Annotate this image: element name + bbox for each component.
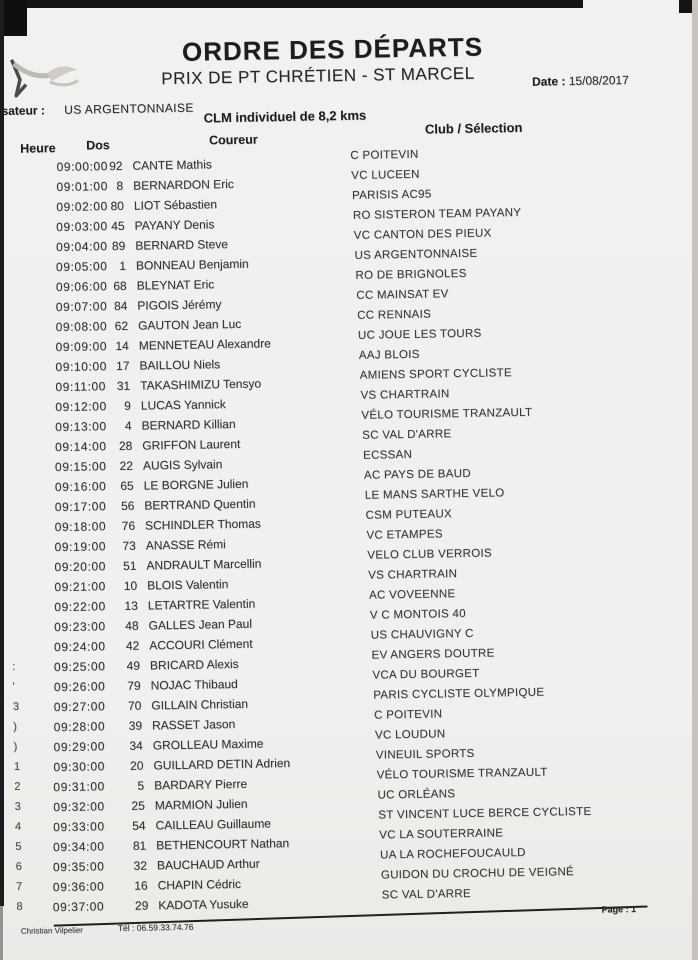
row-club: VS CHARTRAIN: [368, 568, 458, 582]
row-bib-number: 81: [132, 838, 147, 853]
row-rider-name: SCHINDLER Thomas: [144, 516, 261, 533]
row-start-time: 09:03:00: [56, 219, 108, 235]
row-margin-mark: 1: [13, 760, 21, 773]
row-start-time: 09:26:00: [53, 679, 106, 695]
row-club: VÉLO TOURISME TRANZAULT: [361, 406, 533, 422]
row-start-time: 09:19:00: [54, 539, 107, 555]
row-start-time: 09:06:00: [55, 279, 108, 295]
row-rider-name: LUCAS Yannick: [140, 397, 226, 413]
row-rider-name: LE BORGNE Julien: [143, 476, 249, 493]
row-start-time: 09:04:00: [55, 239, 108, 255]
row-bib-number: 65: [120, 478, 134, 493]
row-club: AMIENS SPORT CYCLISTE: [359, 367, 512, 382]
date-label: Date :: [531, 74, 566, 89]
row-start-time: 09:22:00: [54, 599, 106, 615]
row-start-time: 09:34:00: [52, 839, 105, 855]
date-value: 15/08/2017: [568, 73, 629, 89]
row-bib-number: 4: [124, 418, 132, 433]
row-club: EV ANGERS DOUTRE: [371, 647, 495, 662]
date-line: [532, 73, 629, 89]
row-bib-number: 9: [124, 398, 131, 413]
row-start-time: 09:30:00: [53, 759, 106, 775]
page-number: Page : 1: [601, 904, 637, 915]
row-club: ECSSAN: [362, 448, 413, 462]
row-bib-number: 73: [122, 538, 136, 553]
row-bib-number: 34: [129, 738, 143, 753]
row-margin-mark: 5: [15, 840, 22, 853]
row-bib-number: 76: [121, 518, 136, 533]
row-start-time: 09:27:00: [53, 699, 106, 715]
row-rider-name: PAYANY Denis: [134, 217, 215, 233]
row-bib-number: 1: [119, 258, 127, 273]
page-title: ORDRE DES DÉPARTS: [181, 31, 484, 67]
row-bib-number: 68: [113, 278, 127, 294]
row-margin-mark: 4: [14, 820, 22, 833]
row-rider-name: KADOTA Yusuke: [158, 896, 249, 913]
row-rider-name: BERNARD Killian: [141, 416, 236, 433]
row-start-time: 09:09:00: [55, 339, 108, 355]
row-bib-number: 84: [113, 298, 128, 314]
row-start-time: 09:18:00: [54, 519, 107, 535]
row-rider-name: MENNETEAU Alexandre: [138, 336, 271, 353]
row-rider-name: GAUTON Jean Luc: [137, 316, 242, 333]
row-start-time: 09:07:00: [55, 299, 108, 315]
row-rider-name: PIGOIS Jérémy: [137, 297, 222, 313]
footer-contact-name: Christian Vilpelier: [20, 925, 84, 936]
row-margin-mark: 3: [12, 700, 20, 713]
row-start-time: 09:02:00: [56, 199, 108, 215]
row-start-time: 09:33:00: [53, 819, 105, 835]
row-bib-number: 31: [116, 378, 131, 394]
row-club: CSM PUTEAUX: [365, 508, 453, 522]
row-rider-name: BRICARD Alexis: [149, 656, 239, 673]
row-start-time: 09:32:00: [53, 799, 105, 815]
row-club: PARISIS AC95: [351, 188, 432, 202]
row-club: ST VINCENT LUCE BERCE CYCLISTE: [378, 805, 592, 822]
row-start-time: 09:08:00: [55, 319, 108, 335]
row-bib-number: 22: [119, 458, 134, 474]
row-club: SC VAL D'ARRE: [381, 887, 472, 902]
row-rider-name: GALLES Jean Paul: [148, 616, 253, 633]
row-club: US ARGENTONNAISE: [354, 247, 478, 262]
row-rider-name: GROLLEAU Maxime: [152, 736, 264, 753]
row-bib-number: 29: [134, 898, 149, 913]
row-margin-mark: 3: [14, 800, 21, 813]
row-start-time: 09:01:00: [56, 179, 109, 195]
row-start-time: 09:31:00: [53, 779, 105, 795]
row-margin-mark: ': [12, 680, 15, 693]
row-bib-number: 32: [133, 858, 148, 873]
column-header-club: Club / Sélection: [424, 119, 523, 137]
row-rider-name: LIOT Sébastien: [133, 197, 218, 213]
row-bib-number: 79: [127, 678, 141, 693]
row-club: VC CANTON DES PIEUX: [353, 227, 492, 242]
row-bib-number: 89: [111, 238, 126, 254]
row-club: AC PAYS DE BAUD: [363, 467, 471, 482]
page-subtitle: PRIX DE PT CHRÉTIEN - ST MARCEL: [161, 63, 475, 89]
row-bib-number: 25: [131, 798, 145, 813]
row-margin-mark: ): [13, 720, 18, 733]
row-rider-name: MARMION Julien: [154, 796, 248, 813]
organizer-label: sateur :: [1, 103, 45, 119]
row-club: VELO CLUB VERROIS: [367, 547, 493, 562]
row-rider-name: LETARTRE Valentin: [147, 596, 256, 613]
row-club: UC ORLÉANS: [377, 788, 456, 802]
row-start-time: 09:28:00: [53, 719, 106, 735]
column-header-coureur: Coureur: [208, 132, 258, 148]
row-club: SC VAL D'ARRE: [362, 428, 452, 442]
row-bib-number: 54: [132, 818, 146, 833]
row-club: PARIS CYCLISTE OLYMPIQUE: [373, 686, 545, 702]
row-club: AAJ BLOIS: [358, 348, 420, 362]
row-club: AC VOVEENNE: [368, 588, 456, 602]
row-bib-number: 14: [115, 338, 129, 354]
row-bib-number: 39: [128, 718, 143, 733]
row-bib-number: 48: [125, 618, 139, 633]
row-rider-name: GILLAIN Christian: [151, 696, 249, 713]
row-rider-name: GRIFFON Laurent: [142, 436, 241, 453]
row-rider-name: ACCOURI Clément: [149, 636, 253, 653]
row-start-time: 09:29:00: [53, 739, 106, 755]
row-margin-mark: 2: [14, 780, 21, 793]
row-rider-name: GUILLARD DETIN Adrien: [153, 756, 291, 773]
row-bib-number: 17: [115, 358, 130, 374]
row-club: VINEUIL SPORTS: [375, 747, 475, 762]
row-start-time: 09:12:00: [55, 399, 107, 415]
row-start-time: 09:25:00: [53, 659, 106, 675]
row-rider-name: AUGIS Sylvain: [142, 457, 223, 473]
row-start-time: 09:20:00: [54, 559, 107, 575]
footer-contact-tel: Tél : 06.59.33.74.76: [117, 921, 194, 934]
row-bib-number: 10: [123, 578, 138, 593]
row-rider-name: ANDRAULT Marcellin: [146, 556, 262, 573]
row-rider-name: CAILLEAU Guillaume: [155, 816, 272, 833]
row-club: UC JOUE LES TOURS: [357, 327, 482, 342]
organizer-value: US ARGENTONNAISE: [64, 100, 194, 117]
row-start-time: 09:24:00: [53, 639, 106, 655]
row-bib-number: 49: [126, 658, 141, 673]
row-start-time: 09:36:00: [52, 879, 105, 895]
row-rider-name: RASSET Jason: [151, 717, 236, 733]
row-start-time: 09:21:00: [54, 579, 107, 595]
row-start-time: 09:11:00: [55, 379, 107, 395]
row-rider-name: NOJAC Thibaud: [150, 676, 238, 693]
row-club: CC MAINSAT EV: [356, 288, 449, 302]
scan-artifact-left-strip-lower: [0, 906, 3, 960]
row-rider-name: ANASSE Rémi: [145, 537, 226, 553]
row-bib-number: 70: [127, 698, 142, 713]
row-rider-name: BERNARDON Eric: [133, 176, 234, 193]
row-rider-name: CANTE Mathis: [132, 157, 212, 173]
row-club: RO SISTERON TEAM PAYANY: [352, 206, 522, 222]
column-header-dos: Dos: [86, 138, 110, 153]
row-club: VC ETAMPES: [366, 528, 443, 542]
row-bib-number: 42: [125, 638, 140, 653]
row-start-time: 09:10:00: [55, 359, 108, 375]
row-club: VC LOUDUN: [374, 728, 446, 742]
row-rider-name: BAILLOU Niels: [139, 357, 221, 373]
row-rider-name: BLOIS Valentin: [147, 577, 229, 593]
row-rider-name: BARDARY Pierre: [154, 776, 248, 793]
row-bib-number: 8: [116, 178, 124, 194]
row-rider-name: BONNEAU Benjamin: [135, 256, 249, 273]
row-margin-mark: ): [13, 740, 18, 753]
row-club: RO DE BRIGNOLES: [355, 267, 467, 282]
row-bib-number: 13: [124, 598, 138, 613]
row-club: VC LA SOUTERRAINE: [379, 827, 504, 842]
row-rider-name: BAUCHAUD Arthur: [156, 856, 260, 873]
row-start-time: 09:23:00: [54, 619, 106, 635]
row-start-time: 09:37:00: [52, 899, 105, 915]
row-rider-name: BERNARD Steve: [135, 237, 229, 253]
row-bib-number: 5: [137, 778, 145, 793]
row-club: CC RENNAIS: [357, 308, 432, 322]
row-club: VÉLO TOURISME TRANZAULT: [376, 766, 548, 782]
row-margin-mark: :: [12, 660, 16, 673]
row-start-time: 09:00:00: [56, 159, 109, 175]
row-start-time: 09:15:00: [54, 459, 107, 475]
row-start-time: 09:35:00: [52, 859, 105, 875]
row-rider-name: BERTRAND Quentin: [144, 496, 256, 513]
row-club: US CHAUVIGNY C: [370, 627, 474, 642]
row-start-time: 09:14:00: [54, 439, 107, 455]
row-margin-mark: 7: [15, 880, 23, 893]
row-club: C POITEVIN: [374, 708, 443, 722]
event-info: CLM individuel de 8,2 kms: [203, 107, 367, 126]
row-start-time: 09:17:00: [54, 499, 107, 515]
row-bib-number: 80: [110, 198, 124, 214]
row-rider-name: CHAPIN Cédric: [157, 876, 242, 893]
row-bib-number: 45: [111, 218, 125, 234]
row-rider-name: BETHENCOURT Nathan: [156, 836, 290, 853]
row-club: C POITEVIN: [350, 148, 419, 162]
row-club: VC LUCEEN: [351, 168, 420, 182]
row-bib-number: 16: [134, 878, 148, 893]
row-margin-mark: 6: [15, 860, 22, 873]
row-bib-number: 56: [120, 498, 135, 513]
row-club: UA LA ROCHEFOUCAULD: [379, 846, 526, 862]
organizer-line: [1, 101, 193, 118]
row-club: LE MANS SARTHE VELO: [364, 487, 505, 502]
row-start-time: 09:05:00: [55, 259, 108, 275]
row-club: V C MONTOIS 40: [369, 607, 466, 622]
row-start-time: 09:16:00: [54, 479, 107, 495]
row-rider-name: TAKASHIMIZU Tensyo: [140, 376, 262, 393]
row-bib-number: 20: [129, 758, 144, 773]
row-bib-number: 62: [114, 318, 129, 334]
column-header-heure: Heure: [20, 141, 56, 156]
row-rider-name: BLEYNAT Eric: [136, 277, 215, 293]
row-bib-number: 92: [109, 158, 123, 174]
row-bib-number: 28: [118, 438, 133, 454]
row-bib-number: 51: [122, 558, 137, 573]
row-club: VS CHARTRAIN: [360, 388, 450, 402]
row-club: GUIDON DU CROCHU DE VEIGNÉ: [380, 866, 575, 882]
row-club: VCA DU BOURGET: [372, 667, 480, 682]
row-margin-mark: 8: [16, 900, 23, 913]
row-start-time: 09:13:00: [55, 419, 107, 435]
